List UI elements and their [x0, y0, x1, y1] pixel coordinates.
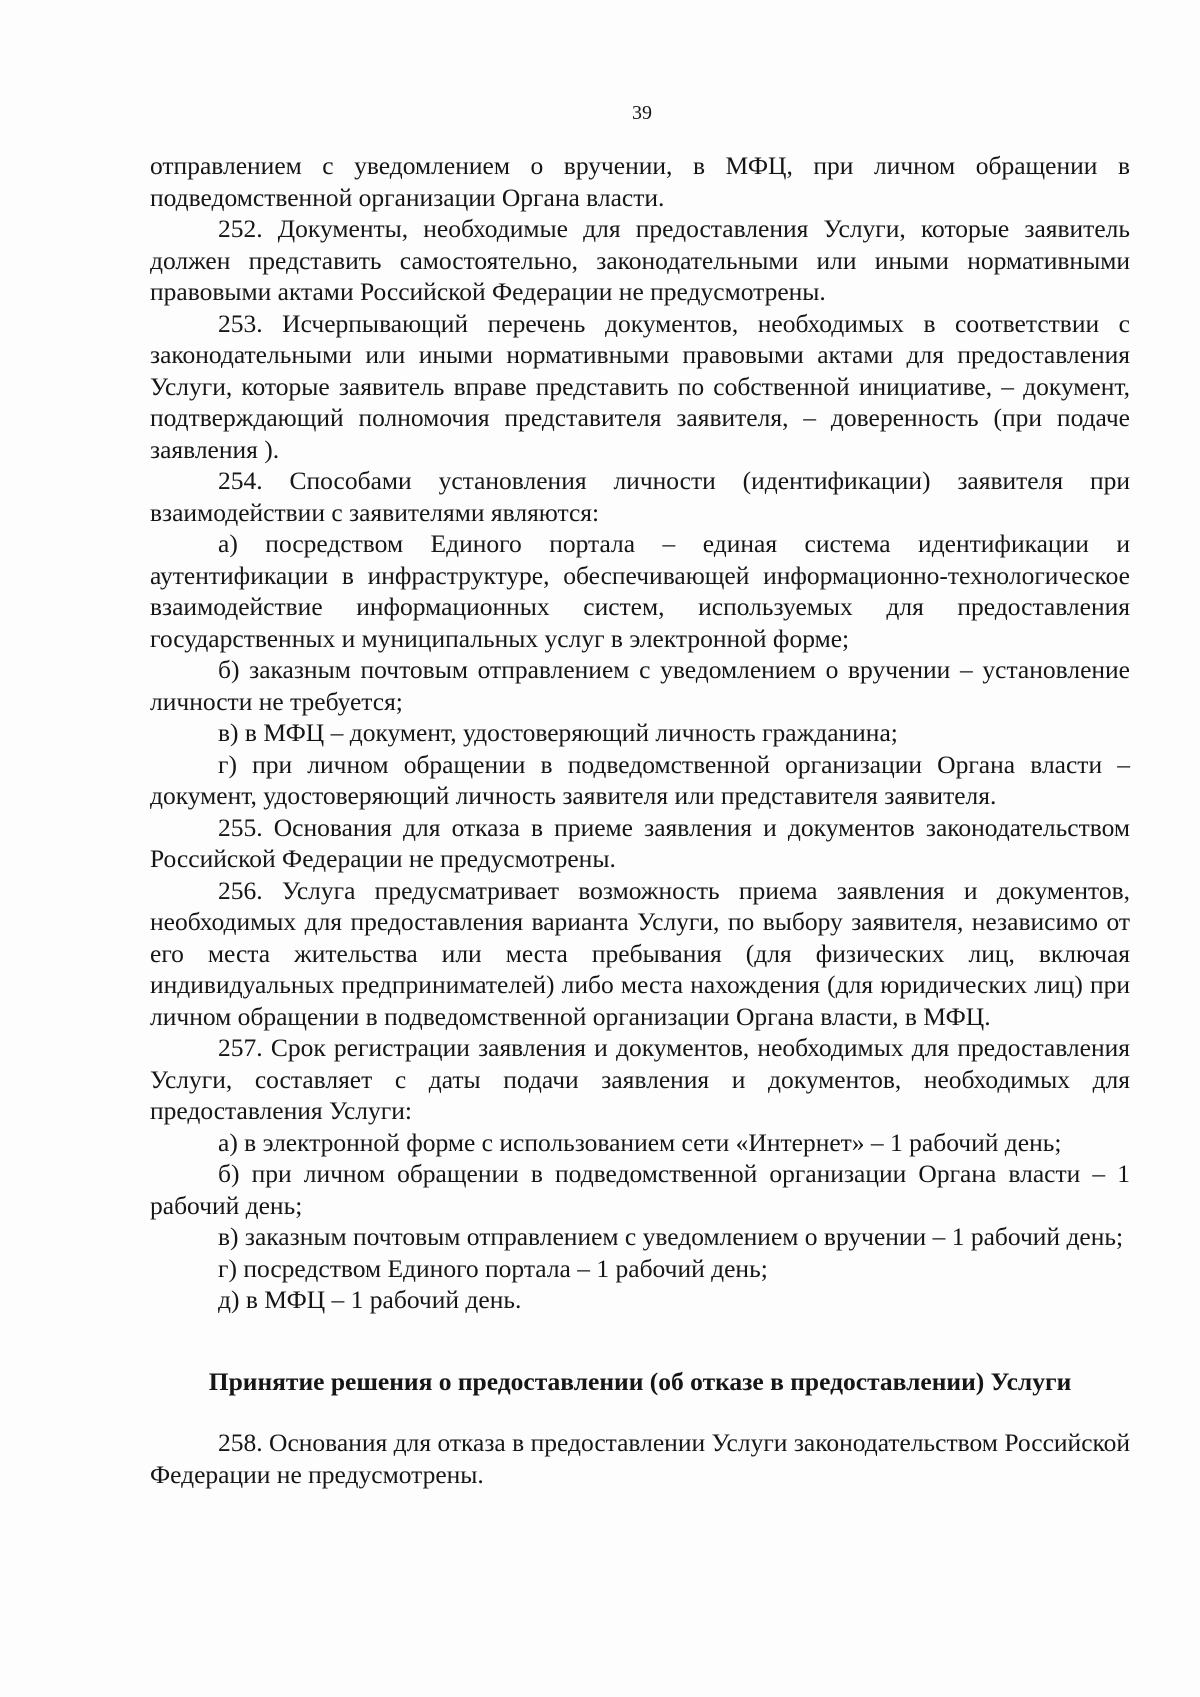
paragraphs-bottom	[150, 1427, 1130, 1490]
document-body	[150, 150, 1130, 1490]
list-item-254-g: г) при личном обращении в подведомственной организации Органа власти – документ, удостоверяющий личность заявителя или представителя заявителя.	[150, 749, 1130, 810]
paragraph-254: 254. Способами установления личности (идентификации) заявителя при взаимодействии с заявителями являются:	[150, 466, 1130, 527]
list-item-254-a: а) посредством Единого портала – единая система идентификации и аутентификации в инфраструктуре, обеспечивающей информационно-технологическое взаимодействие информационных систем, используемых для предоставления государственных и муниципальных услуг в электронной форме;	[150, 529, 1130, 653]
list-item-257-d: д) в МФЦ – 1 рабочий день.	[218, 1285, 522, 1314]
paragraph: отправлением с уведомлением о вручении, в МФЦ, при личном обращении в подведомственной организации Органа власти.	[150, 151, 1130, 212]
paragraph-253: 253. Исчерпывающий перечень документов, необходимых в соответствии с законодательными или иными нормативными правовыми актами для предоставления Услуги, которые заявитель вправе представить по собственной инициативе, – документ, подтверждающий полномочия представителя заявителя, – доверенность (при подаче заявления ).	[150, 308, 1130, 464]
paragraph-252: 252. Документы, необходимые для предоставления Услуги, которые заявитель должен представить самостоятельно, законодательными или иными нормативными правовыми актами Российской Федерации не предусмотрены.	[150, 214, 1130, 306]
section-heading: Принятие решения о предоставлении (об отказе в предоставлении) Услуги	[208, 1366, 1072, 1396]
list-item-257-b: б) при личном обращении в подведомственной организации Органа власти – 1 рабочий день;	[150, 1159, 1130, 1220]
paragraph-256: 256. Услуга предусматривает возможность приема заявления и документов, необходимых для предоставления варианта Услуги, по выбору заявителя, независимо от его места жительства или места пребывания (для физических лиц, включая индивидуальных предпринимателей) либо места нахождения (для юридических лиц) при личном обращении в подведомственной организации Органа власти, в МФЦ.	[150, 875, 1130, 1031]
list-item-254-v: в) в МФЦ – документ, удостоверяющий личность гражданина;	[218, 718, 898, 747]
paragraph-258: 258. Основания для отказа в предоставлении Услуги законодательством Российской Федерации не предусмотрены.	[150, 1428, 1130, 1489]
list-item-254-b: б) заказным почтовым отправлением с уведомлением о вручении – установление личности не требуется;	[150, 655, 1130, 716]
paragraph-255: 255. Основания для отказа в приеме заявления и документов законодательством Российской Федерации не предусмотрены.	[150, 812, 1130, 873]
list-item-257-g: г) посредством Единого портала – 1 рабочий день;	[218, 1253, 768, 1283]
page-number: 39	[632, 102, 652, 124]
paragraph-257: 257. Срок регистрации заявления и документов, необходимых для предоставления Услуги, составляет с даты подачи заявления и документов, необходимых для предоставления Услуги:	[150, 1033, 1130, 1125]
list-item-257-v: в) заказным почтовым отправлением с уведомлением о вручении – 1 рабочий день;	[218, 1222, 1124, 1251]
paragraphs-top	[150, 150, 1130, 1316]
list-item-257-a: а) в электронной форме с использованием сети «Интернет» – 1 рабочий день;	[218, 1127, 1062, 1157]
